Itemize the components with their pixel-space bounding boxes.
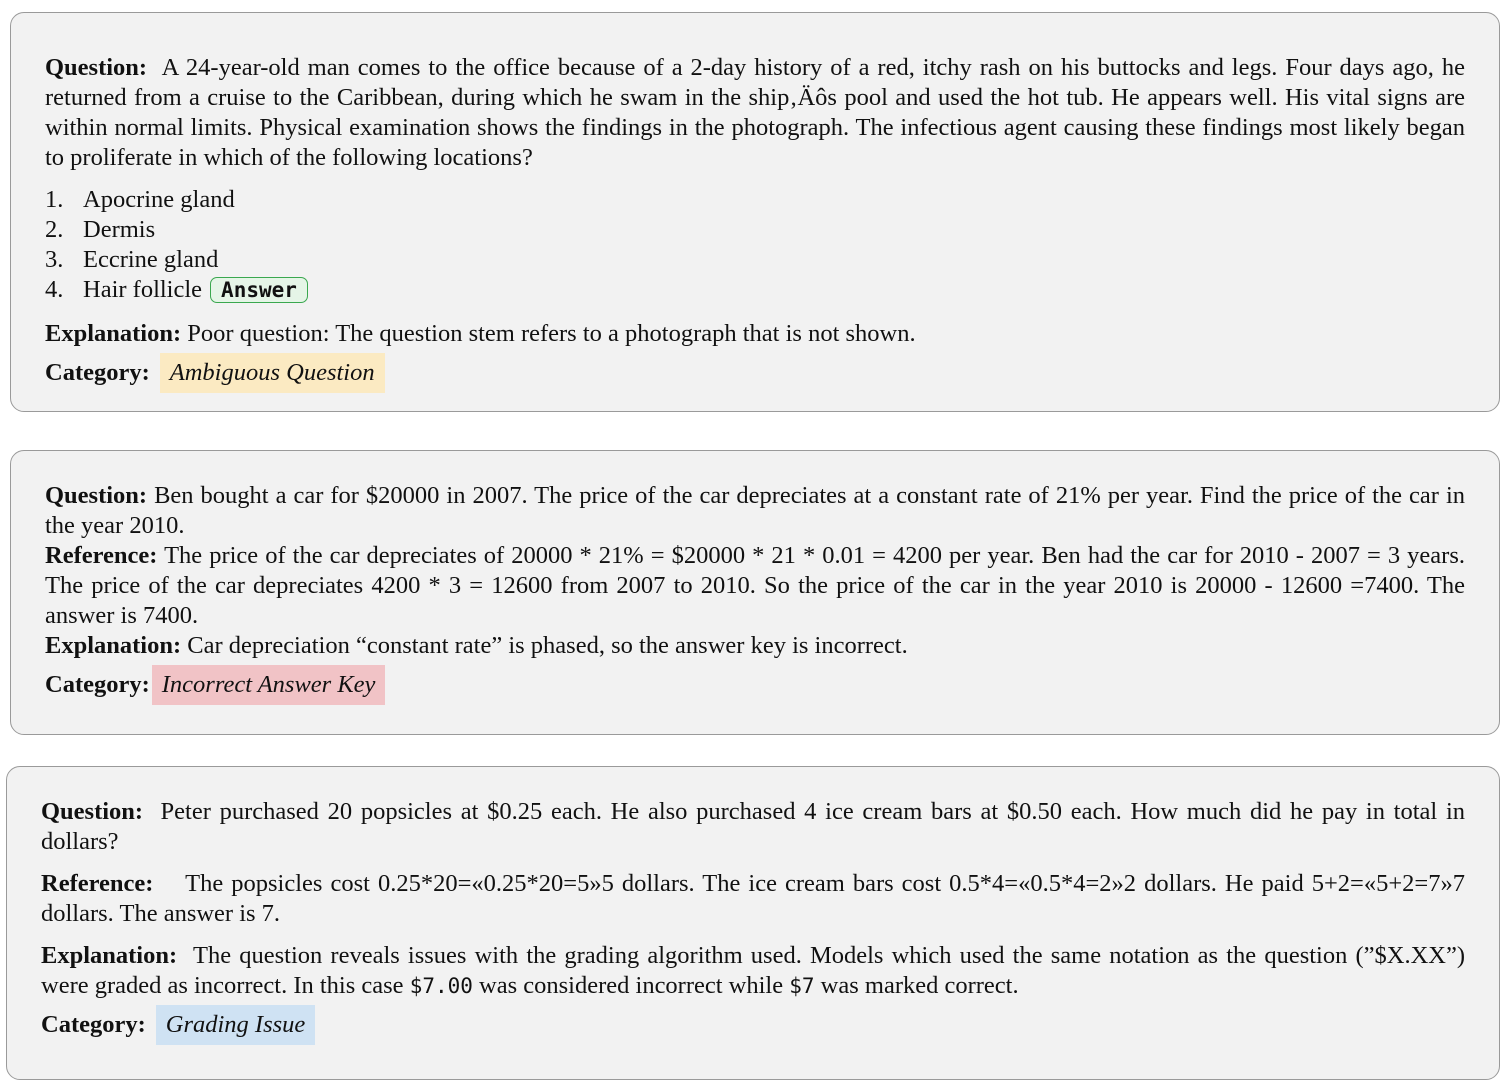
explanation-paragraph: [45, 319, 1465, 349]
category-row: [41, 1005, 1465, 1045]
reference-text: The price of the car depreciates of 20000 * 21% = $20000 * 21 * 0.01 = 4200 per year. Ben had the car for 2010 - 2007 = 3 years. The price of the car depreciates 4200 * 3 = 12600 from 2007 to 2010. So the price of the car in the year 2010 is 20000 - 12600 =7400. The answer is 7400.: [45, 542, 1466, 629]
category-label: Category:: [45, 359, 150, 386]
example-card-ambiguous: [10, 12, 1500, 412]
question-text: Peter purchased 20 popsicles at $0.25 each. He also purchased 4 ice cream bars at $0.50 each. How much did he pay in total in dollars?: [41, 798, 1465, 855]
explanation-label: Explanation:: [45, 632, 182, 659]
category-row: [45, 353, 1465, 393]
question-label: Question:: [45, 54, 148, 81]
category-tag: Incorrect Answer Key: [152, 665, 386, 705]
reference-label: Reference:: [41, 870, 154, 897]
question-paragraph: [41, 797, 1465, 857]
option-text: Apocrine gland: [83, 186, 235, 213]
explanation-label: Explanation:: [45, 320, 182, 347]
explanation-text: Poor question: The question stem refers to a photograph that is not shown.: [187, 320, 916, 347]
explanation-text: was considered incorrect while: [479, 972, 784, 999]
option-number: 4.: [45, 276, 64, 303]
option-number: 3.: [45, 246, 64, 273]
reference-label: Reference:: [45, 542, 158, 569]
option-item: [45, 245, 1465, 275]
option-item: [45, 215, 1465, 245]
explanation-paragraph: [45, 631, 1465, 661]
category-label: Category:: [45, 671, 150, 698]
option-number: 1.: [45, 186, 64, 213]
question-text: A 24-year-old man comes to the office because of a 2-day history of a red, itchy rash on his buttocks and legs. Four days ago, he returned from a cruise to the Caribbean, during which he swam in the ship‚Äôs pool and used the hot tub. He appears well. His vital signs are within normal limits. Physical examination shows the findings in the photograph. The infectious agent causing these findings most likely began to proliferate in which of the following locations?: [45, 54, 1465, 171]
answer-badge: Answer: [210, 277, 308, 303]
code-value: $7.00: [409, 974, 473, 998]
explanation-paragraph: [41, 941, 1465, 1001]
option-text: Dermis: [83, 216, 156, 243]
question-paragraph: [45, 53, 1465, 173]
option-text: Eccrine gland: [83, 246, 219, 273]
explanation-text: was marked correct.: [820, 972, 1019, 999]
answer-options-list: [45, 185, 1465, 305]
explanation-text: The question reveals issues with the grading algorithm used. Models which used the same notation as the question (”$X.XX”) were graded as incorrect. In this case: [41, 942, 1466, 999]
option-item: [45, 185, 1465, 215]
category-tag: Ambiguous Question: [160, 353, 385, 393]
question-label: Question:: [45, 482, 148, 509]
example-card-incorrect-key: [10, 450, 1500, 735]
reference-paragraph: [45, 541, 1465, 631]
category-row: [45, 665, 1465, 705]
category-label: Category:: [41, 1011, 146, 1038]
option-number: 2.: [45, 216, 64, 243]
question-text: Ben bought a car for $20000 in 2007. The price of the car depreciates at a constant rate of 21% per year. Find the price of the car in the year 2010.: [45, 482, 1466, 539]
question-label: Question:: [41, 798, 144, 825]
question-paragraph: [45, 481, 1465, 541]
explanation-label: Explanation:: [41, 942, 178, 969]
option-item: [45, 275, 1465, 305]
code-value: $7: [789, 974, 815, 998]
reference-text: The popsicles cost 0.25*20=«0.25*20=5»5 dollars. The ice cream bars cost 0.5*4=«0.5*4=2»2 dollars. He paid 5+2=«5+2=7»7 dollars. The answer is 7.: [41, 870, 1466, 927]
category-tag: Grading Issue: [156, 1005, 316, 1045]
example-card-grading-issue: [6, 766, 1500, 1080]
option-text: Hair follicle: [83, 276, 203, 303]
explanation-text: Car depreciation “constant rate” is phased, so the answer key is incorrect.: [187, 632, 908, 659]
reference-paragraph: [41, 869, 1465, 929]
